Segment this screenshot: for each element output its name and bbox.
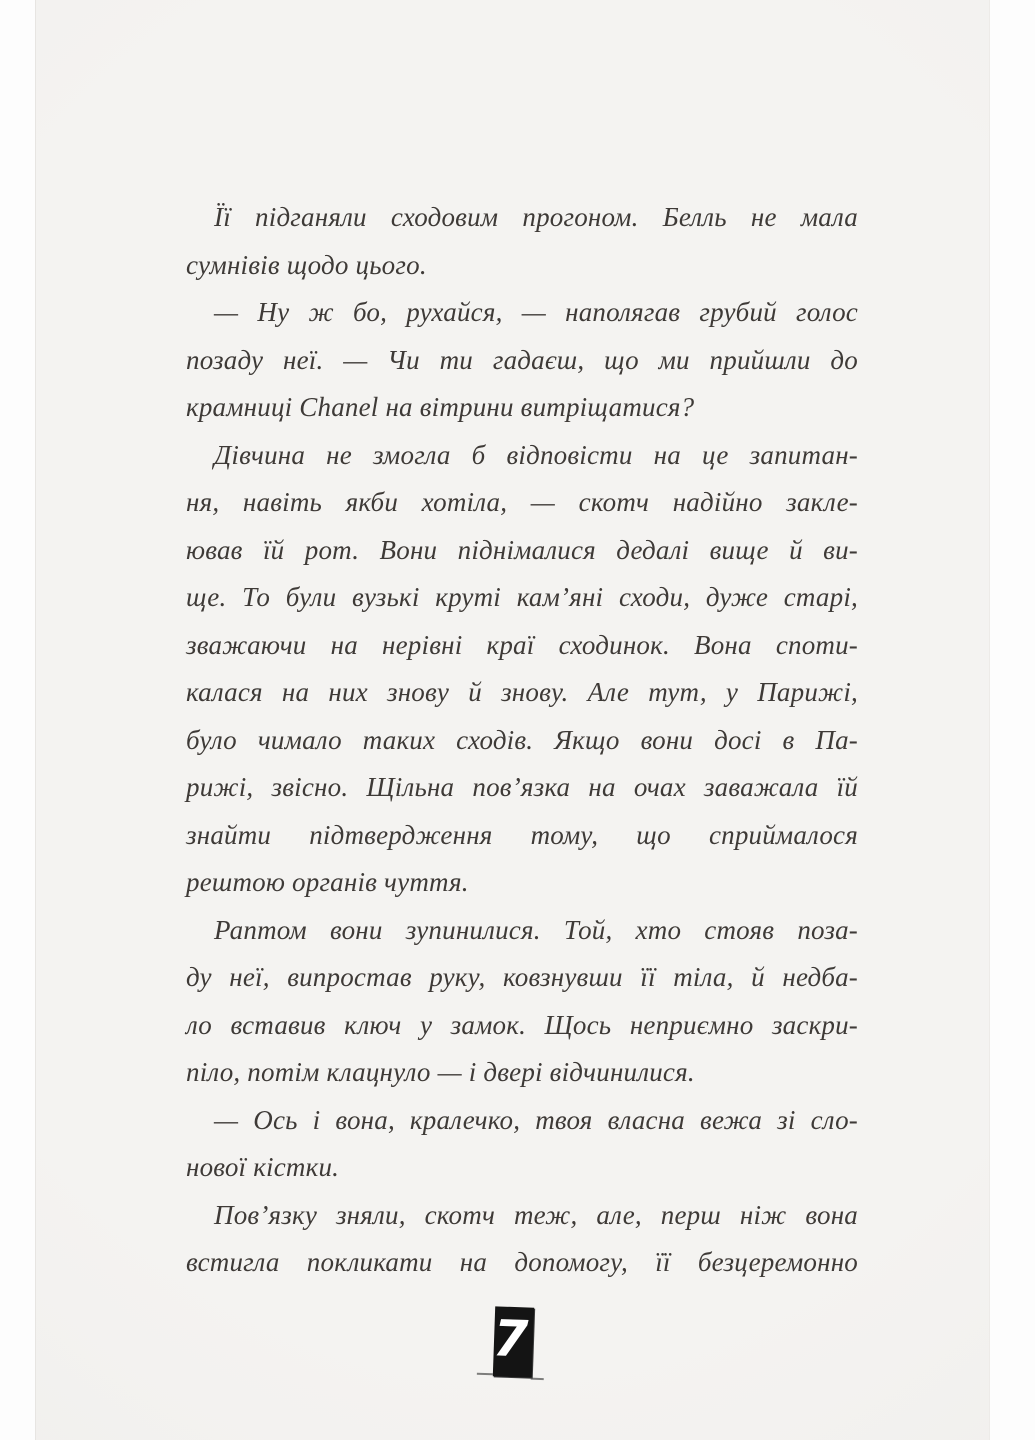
text-line: сумнівів щодо цього. [186, 249, 427, 280]
text-line: ло вставив ключ у замок. Щось неприємно заскри- [186, 1009, 858, 1040]
text-line: ня, навіть якби хотіла, — скотч надійно закле- [186, 487, 858, 517]
text-line: — Ну ж бо, рухайся, — наполягав грубий голос [214, 297, 858, 327]
page-number: 7 [492, 1309, 529, 1369]
text-line: Дівчина не змогла б відповісти на це запитан- [214, 439, 858, 470]
text-line: знайти підтвердження тому, що сприймалося [186, 819, 858, 850]
text-line: ював їй рот. Вони піднімалися дедалі вище й ви- [186, 534, 858, 565]
text-line: рештою органів чуття. [186, 867, 469, 897]
text-line: зважаючи на нерівні краї сходинок. Вона споти- [186, 629, 858, 660]
book-page [35, 0, 990, 1440]
text-line: Її підганяли сходовим прогоном. Белль не мала [214, 202, 858, 232]
text-line: рижі, звісно. Щільна пов’язка на очах заважала їй [186, 772, 858, 802]
text-line: нової кістки. [186, 1152, 340, 1182]
text-line: калася на них знову й знову. Але тут, у Парижі, [186, 677, 858, 707]
text-line: крамниці Chanel на вітрини витріщатися? [186, 392, 695, 422]
page-number-badge [493, 1306, 534, 1377]
text-block [186, 194, 858, 1287]
text-line: Раптом вони зупинилися. Той, хто стояв поза- [214, 914, 858, 945]
text-line: — Ось і вона, кралечко, твоя власна вежа зі сло- [214, 1104, 858, 1135]
text-line: було чимало таких сходів. Якщо вони досі в Па- [186, 724, 858, 755]
text-line: піло, потім клацнуло — і двері відчинилися. [186, 1057, 695, 1087]
text-line: ще. То були вузькі круті кам’яні сходи, дуже старі, [186, 582, 858, 612]
text-line: Пов’язку зняли, скотч теж, але, перш ніж вона [214, 1199, 858, 1230]
text-line: позаду неї. — Чи ти гадаєш, що ми прийшли до [186, 344, 858, 375]
text-line: встигла покликати на допомогу, її безцеремонно [186, 1247, 858, 1277]
text-line: ду неї, випростав руку, ковзнувши її тіла, й недба- [186, 962, 858, 992]
